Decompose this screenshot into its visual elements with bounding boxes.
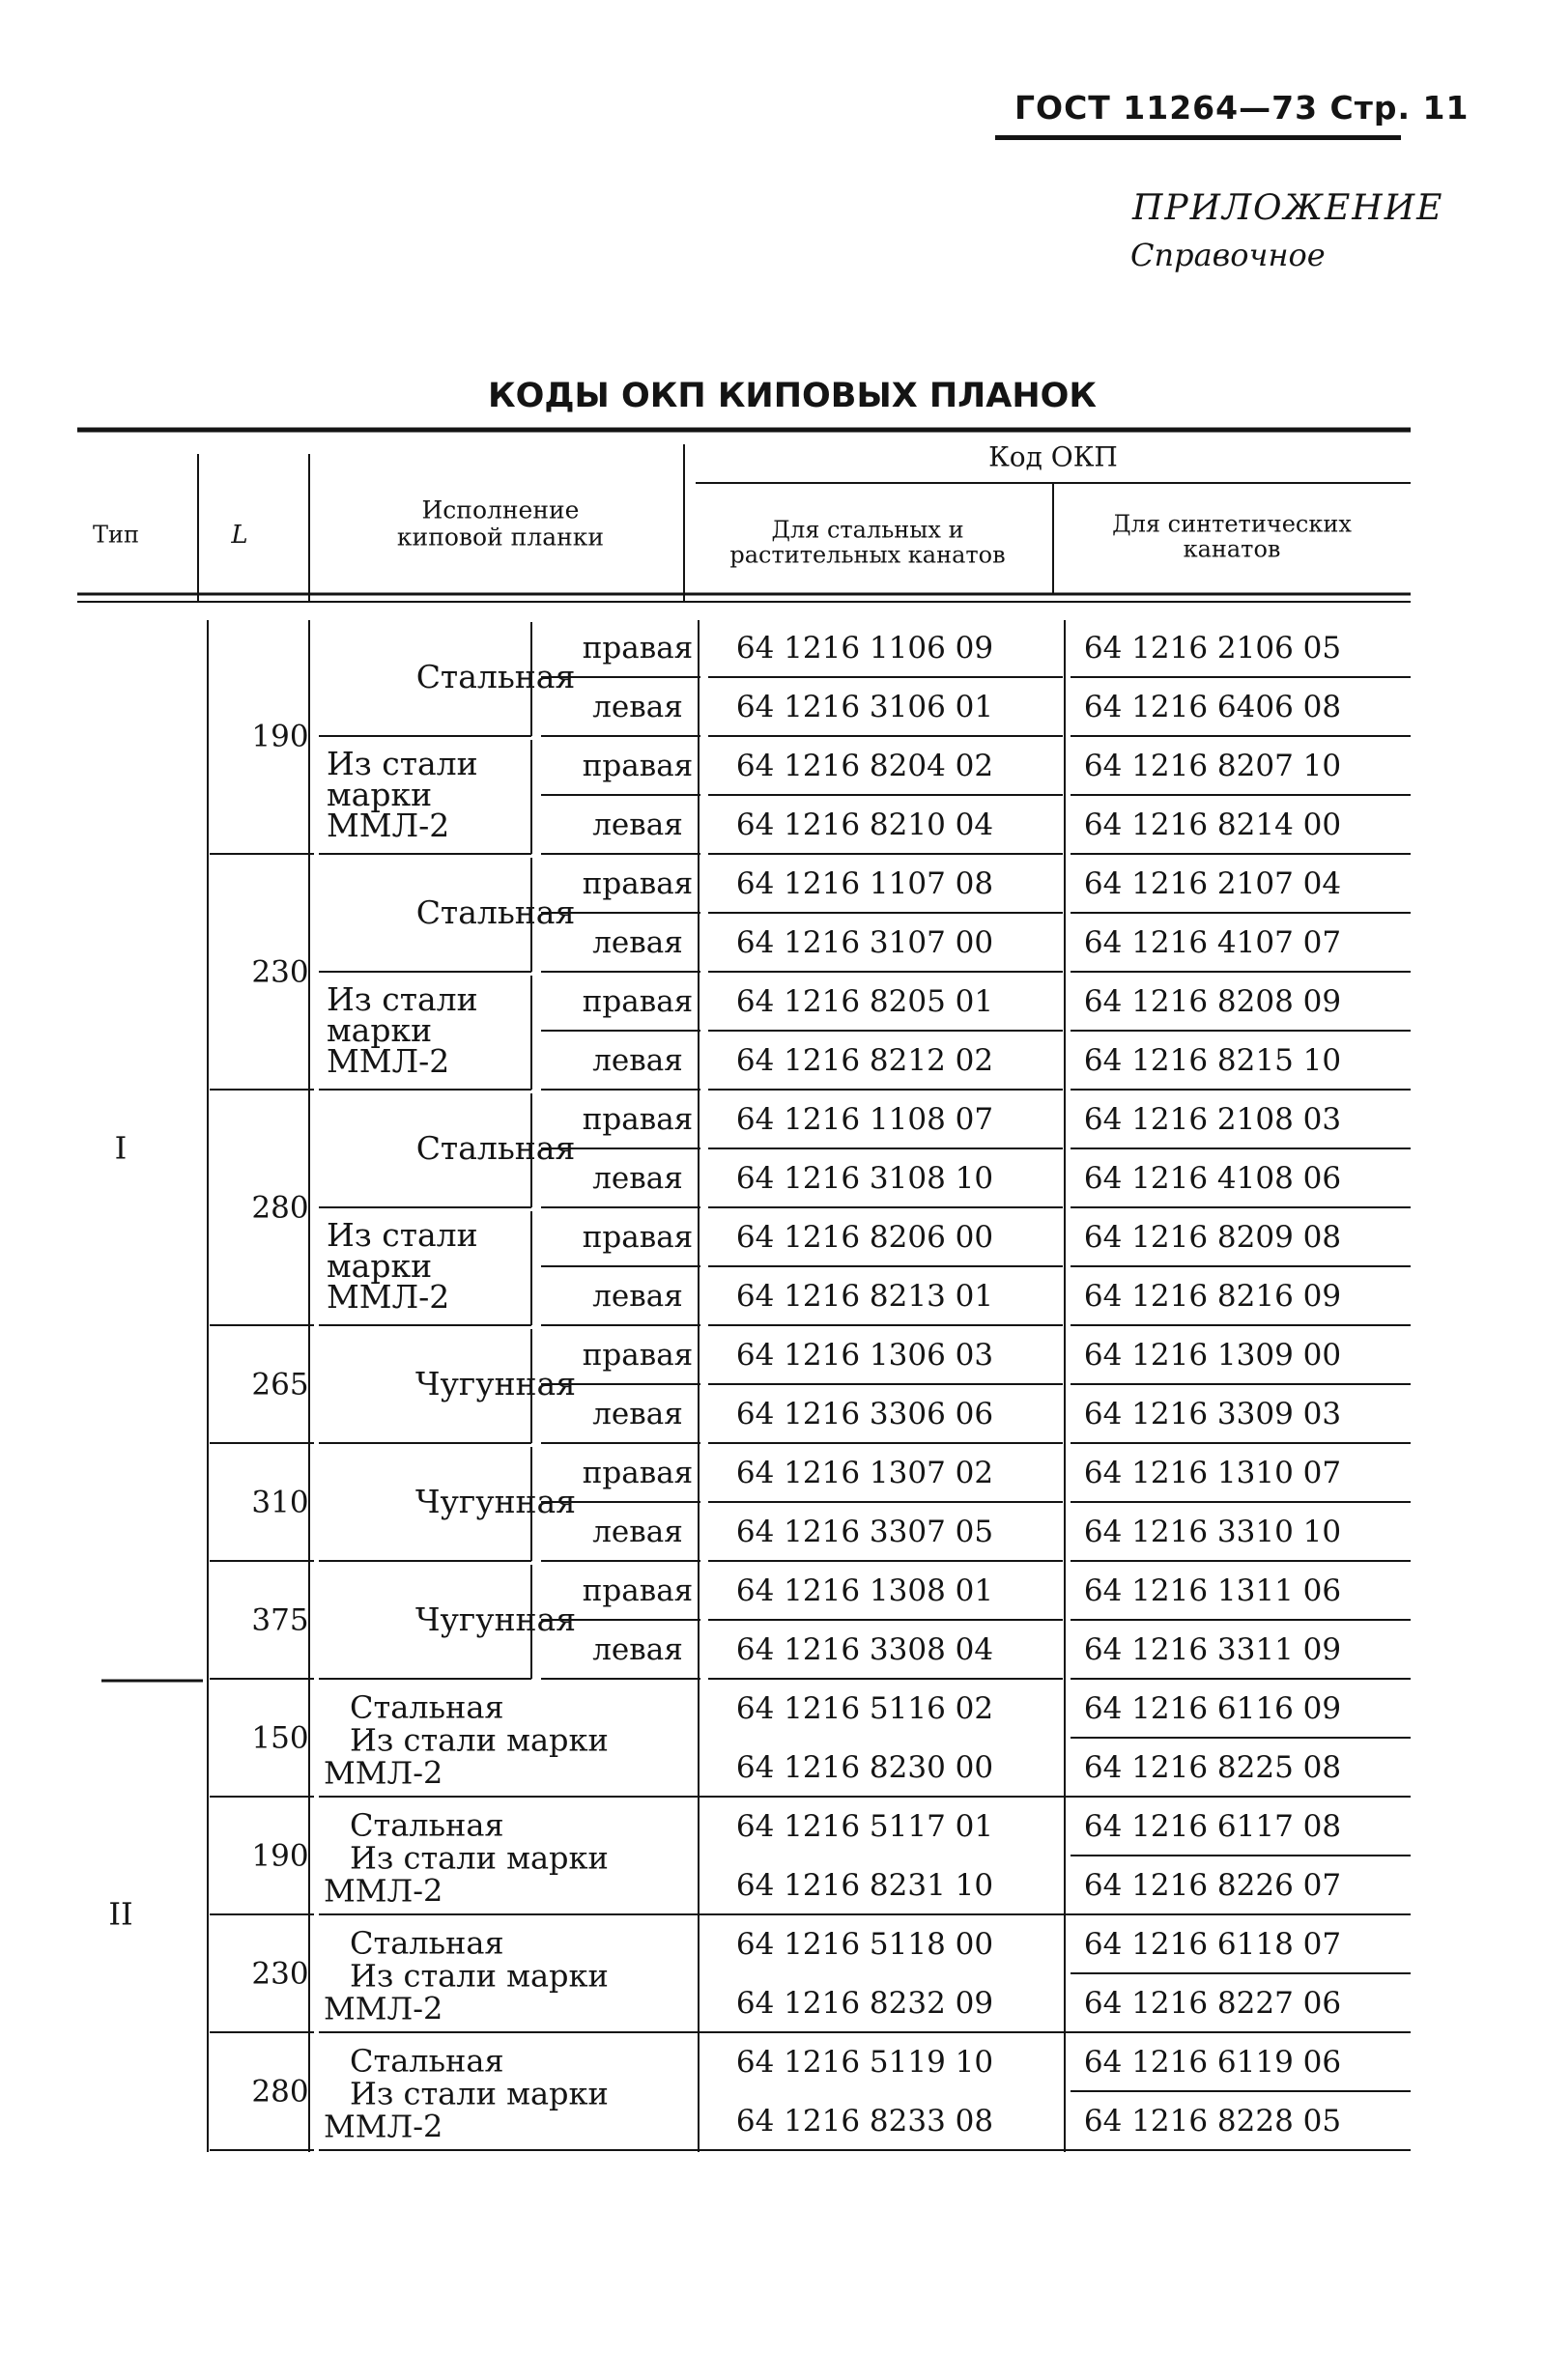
material-label: марки <box>327 1247 433 1285</box>
material-label: Из стали <box>327 745 478 782</box>
material-label: ММЛ-2 <box>324 1990 443 2027</box>
steel-code: 64 1216 1106 09 <box>735 631 994 666</box>
header-type: Тип <box>93 521 139 549</box>
steel-code: 64 1216 8212 02 <box>735 1043 994 1078</box>
header-length: L <box>231 521 248 550</box>
side-label: правая <box>582 1573 694 1608</box>
header-steel: растительных канатов <box>729 541 1006 569</box>
length-value: 230 <box>251 1956 309 1992</box>
side-label: левая <box>592 808 683 842</box>
steel-code: 64 1216 1307 02 <box>735 1456 994 1490</box>
header-variant: Исполнение <box>421 496 580 524</box>
material-label: Из стали марки <box>350 1839 609 1877</box>
header-variant: киповой планки <box>396 523 605 552</box>
header-okp: Код ОКП <box>988 440 1118 473</box>
material-label: Из стали марки <box>350 2075 609 2112</box>
side-label: правая <box>582 631 694 666</box>
side-label: левая <box>592 690 683 724</box>
table-title: КОДЫ ОКП КИПОВЫХ ПЛАНОК <box>488 377 1097 415</box>
material-label: ММЛ-2 <box>324 2108 443 2145</box>
side-label: левая <box>592 1161 683 1196</box>
material-label: Из стали <box>327 980 478 1018</box>
length-value: 150 <box>251 1720 309 1756</box>
material-label: ММЛ-2 <box>324 1872 443 1910</box>
steel-code: 64 1216 8230 00 <box>735 1750 994 1785</box>
synthetic-code: 64 1216 4108 06 <box>1083 1161 1342 1196</box>
appendix-heading: ПРИЛОЖЕНИЕ <box>1132 188 1444 228</box>
synthetic-code: 64 1216 8225 08 <box>1083 1750 1342 1785</box>
synthetic-code: 64 1216 8209 08 <box>1083 1220 1342 1255</box>
appendix-type: Справочное <box>1130 237 1326 273</box>
material-label: Стальная <box>415 893 576 931</box>
synthetic-code: 64 1216 8214 00 <box>1083 808 1342 842</box>
standard-header: ГОСТ 11264—73 Стр. 11 <box>1014 89 1470 127</box>
side-label: правая <box>582 1456 694 1490</box>
synthetic-code: 64 1216 4107 07 <box>1083 925 1342 960</box>
synthetic-code: 64 1216 1309 00 <box>1083 1338 1342 1373</box>
synthetic-code: 64 1216 8226 07 <box>1083 1868 1342 1903</box>
header-steel: Для стальных и <box>771 516 964 544</box>
steel-code: 64 1216 3106 01 <box>735 690 994 724</box>
steel-code: 64 1216 8204 02 <box>735 749 994 783</box>
side-label: левая <box>592 1279 683 1314</box>
synthetic-code: 64 1216 6116 09 <box>1083 1691 1342 1726</box>
material-label: Из стали <box>327 1216 478 1254</box>
material-label: марки <box>327 1011 433 1049</box>
length-value: 310 <box>251 1485 309 1520</box>
header-rule <box>995 135 1401 140</box>
material-label: Стальная <box>350 1924 504 1962</box>
length-value: 280 <box>251 1190 309 1226</box>
steel-code: 64 1216 1306 03 <box>735 1338 994 1373</box>
synthetic-code: 64 1216 1311 06 <box>1083 1573 1342 1608</box>
steel-code: 64 1216 3306 06 <box>735 1397 994 1431</box>
synthetic-code: 64 1216 3311 09 <box>1083 1632 1342 1667</box>
synthetic-code: 64 1216 8208 09 <box>1083 984 1342 1019</box>
material-label: ММЛ-2 <box>327 1278 450 1316</box>
steel-code: 64 1216 8206 00 <box>735 1220 994 1255</box>
steel-code: 64 1216 8232 09 <box>735 1986 994 2021</box>
steel-code: 64 1216 8231 10 <box>735 1868 994 1903</box>
steel-code: 64 1216 3107 00 <box>735 925 994 960</box>
synthetic-code: 64 1216 6117 08 <box>1083 1809 1342 1844</box>
steel-code: 64 1216 1308 01 <box>735 1573 994 1608</box>
steel-code: 64 1216 1107 08 <box>735 866 994 901</box>
material-label: Стальная <box>350 1806 504 1844</box>
synthetic-code: 64 1216 8228 05 <box>1083 2104 1342 2139</box>
synthetic-code: 64 1216 3309 03 <box>1083 1397 1342 1431</box>
synthetic-code: 64 1216 8215 10 <box>1083 1043 1342 1078</box>
material-label: Чугунная <box>414 1365 577 1402</box>
synthetic-code: 64 1216 2108 03 <box>1083 1102 1342 1137</box>
side-label: левая <box>592 1397 683 1431</box>
steel-code: 64 1216 5116 02 <box>735 1691 994 1726</box>
length-value: 190 <box>251 719 309 754</box>
steel-code: 64 1216 1108 07 <box>735 1102 994 1137</box>
side-label: правая <box>582 749 694 783</box>
synthetic-code: 64 1216 6119 06 <box>1083 2045 1342 2080</box>
material-label: Из стали марки <box>350 1721 609 1759</box>
synthetic-code: 64 1216 8207 10 <box>1083 749 1342 783</box>
steel-code: 64 1216 3108 10 <box>735 1161 994 1196</box>
steel-code: 64 1216 8213 01 <box>735 1279 994 1314</box>
steel-code: 64 1216 8210 04 <box>735 808 994 842</box>
steel-code: 64 1216 5118 00 <box>735 1927 994 1962</box>
material-label: Стальная <box>415 1129 576 1167</box>
synthetic-code: 64 1216 6118 07 <box>1083 1927 1342 1962</box>
side-label: правая <box>582 1338 694 1373</box>
steel-code: 64 1216 3307 05 <box>735 1515 994 1549</box>
length-value: 230 <box>251 954 309 990</box>
synthetic-code: 64 1216 2107 04 <box>1083 866 1342 901</box>
synthetic-code: 64 1216 6406 08 <box>1083 690 1342 724</box>
length-value: 375 <box>251 1602 309 1638</box>
length-value: 280 <box>251 2074 309 2110</box>
material-label: марки <box>327 776 433 813</box>
header-synthetic: Для синтетических <box>1112 510 1352 538</box>
material-label: Чугунная <box>414 1601 577 1638</box>
okp-codes-table <box>77 425 1449 2154</box>
material-label: Стальная <box>415 658 576 695</box>
material-label: ММЛ-2 <box>324 1754 443 1792</box>
side-label: левая <box>592 1043 683 1078</box>
steel-code: 64 1216 5119 10 <box>735 2045 994 2080</box>
material-label: Стальная <box>350 2042 504 2080</box>
side-label: правая <box>582 1220 694 1255</box>
side-label: левая <box>592 1632 683 1667</box>
synthetic-code: 64 1216 8227 06 <box>1083 1986 1342 2021</box>
length-value: 265 <box>251 1367 309 1402</box>
material-label: Из стали марки <box>350 1957 609 1995</box>
side-label: левая <box>592 925 683 960</box>
length-value: 190 <box>251 1838 309 1874</box>
synthetic-code: 64 1216 8216 09 <box>1083 1279 1342 1314</box>
material-label: ММЛ-2 <box>327 1042 450 1080</box>
material-label: Стальная <box>350 1688 504 1726</box>
type-label: II <box>108 1895 133 1933</box>
header-synthetic: канатов <box>1183 535 1281 563</box>
material-label: ММЛ-2 <box>327 807 450 844</box>
side-label: правая <box>582 984 694 1019</box>
steel-code: 64 1216 8233 08 <box>735 2104 994 2139</box>
steel-code: 64 1216 8205 01 <box>735 984 994 1019</box>
synthetic-code: 64 1216 3310 10 <box>1083 1515 1342 1549</box>
synthetic-code: 64 1216 2106 05 <box>1083 631 1342 666</box>
synthetic-code: 64 1216 1310 07 <box>1083 1456 1342 1490</box>
side-label: правая <box>582 1102 694 1137</box>
type-label: I <box>114 1129 128 1167</box>
side-label: левая <box>592 1515 683 1549</box>
material-label: Чугунная <box>414 1483 577 1520</box>
steel-code: 64 1216 3308 04 <box>735 1632 994 1667</box>
side-label: правая <box>582 866 694 901</box>
steel-code: 64 1216 5117 01 <box>735 1809 994 1844</box>
